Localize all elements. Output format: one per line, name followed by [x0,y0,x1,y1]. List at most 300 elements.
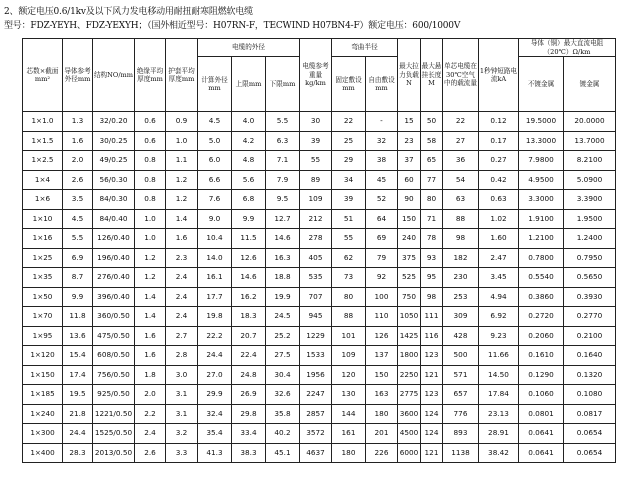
cell-structure: 56/0.30 [93,170,135,190]
cell-free-lay: 45 [366,170,398,190]
cell-insulation-thickness: 0.6 [135,131,166,151]
cell-sheath-thickness: 0.9 [166,112,198,132]
cell-tinned-copper: 0.7950 [564,248,616,268]
cell-calc-od: 9.0 [198,209,232,229]
cell-calc-od: 24.4 [198,346,232,366]
cell-insulation-thickness: 0.8 [135,190,166,210]
cell-structure: 925/0.50 [93,385,135,405]
col-max-tension: 最大拉力负载N [398,39,421,112]
cell-max-tension: 375 [398,248,421,268]
cell-free-lay: 201 [366,424,398,444]
cell-max-tension: 60 [398,170,421,190]
cell-lower-limit: 40.2 [266,424,300,444]
cell-fixed-lay: 130 [332,385,366,405]
cell-free-lay: - [366,112,398,132]
cell-tinned-copper: 1.2400 [564,229,616,249]
cell-calc-od: 41.3 [198,443,232,463]
cell-spec: 1×120 [23,346,63,366]
cell-free-lay: 92 [366,268,398,288]
table-row [23,209,616,229]
cell-lower-limit: 9.5 [266,190,300,210]
cell-tinned-copper: 0.1320 [564,365,616,385]
cell-spec: 1×1.5 [23,131,63,151]
cell-sheath-thickness: 1.1 [166,151,198,171]
cell-free-lay: 110 [366,307,398,327]
cell-short-circuit: 6.92 [479,307,519,327]
cell-short-circuit: 0.27 [479,151,519,171]
cell-max-hang-length: 80 [421,190,443,210]
cell-free-lay: 64 [366,209,398,229]
cell-tinned-copper: 0.1080 [564,385,616,405]
cell-max-tension: 2250 [398,365,421,385]
group-conductor-resistance: 导体（铜）最大直流电阻（20℃）Ω/km [519,39,616,57]
cell-current-capacity: 776 [443,404,479,424]
cell-sheath-thickness: 1.2 [166,170,198,190]
cell-sheath-thickness: 3.1 [166,404,198,424]
cell-max-tension: 1050 [398,307,421,327]
cell-free-lay: 150 [366,365,398,385]
cell-short-circuit: 14.50 [479,365,519,385]
cell-conductor-od: 5.5 [63,229,93,249]
cell-conductor-od: 1.3 [63,112,93,132]
cell-bare-copper: 0.7800 [519,248,564,268]
cell-upper-limit: 16.2 [232,287,266,307]
cell-fixed-lay: 180 [332,443,366,463]
cell-upper-limit: 9.9 [232,209,266,229]
cell-fixed-lay: 39 [332,190,366,210]
cell-structure: 475/0.50 [93,326,135,346]
cell-structure: 756/0.50 [93,365,135,385]
cell-short-circuit: 1.60 [479,229,519,249]
cell-weight: 109 [300,190,332,210]
cell-conductor-od: 17.4 [63,365,93,385]
cell-bare-copper: 0.1610 [519,346,564,366]
cell-tinned-copper: 0.5650 [564,268,616,288]
cell-bare-copper: 0.5540 [519,268,564,288]
cell-current-capacity: 571 [443,365,479,385]
cell-upper-limit: 4.2 [232,131,266,151]
cell-tinned-copper: 0.3930 [564,287,616,307]
cell-max-hang-length: 93 [421,248,443,268]
cell-max-hang-length: 124 [421,404,443,424]
col-calc-od: 计算外径mm [198,57,232,112]
table-row [23,443,616,463]
cell-current-capacity: 54 [443,170,479,190]
cell-max-tension: 240 [398,229,421,249]
cell-spec: 1×240 [23,404,63,424]
cell-upper-limit: 22.4 [232,346,266,366]
cell-current-capacity: 309 [443,307,479,327]
table-row [23,170,616,190]
cell-tinned-copper: 20.0000 [564,112,616,132]
cell-upper-limit: 6.8 [232,190,266,210]
cell-calc-od: 17.7 [198,287,232,307]
spec-table-body [23,112,616,463]
cell-tinned-copper: 8.2100 [564,151,616,171]
col-upper-limit: 上限mm [232,57,266,112]
cell-current-capacity: 1138 [443,443,479,463]
cell-bare-copper: 0.0641 [519,443,564,463]
cell-short-circuit: 0.17 [479,131,519,151]
cell-upper-limit: 14.6 [232,268,266,288]
cell-spec: 1×6 [23,190,63,210]
cell-calc-od: 14.0 [198,248,232,268]
cell-insulation-thickness: 0.8 [135,170,166,190]
cell-max-tension: 1425 [398,326,421,346]
cell-conductor-od: 19.5 [63,385,93,405]
cell-conductor-od: 24.4 [63,424,93,444]
cell-sheath-thickness: 3.0 [166,365,198,385]
cell-insulation-thickness: 1.2 [135,268,166,288]
col-max-hang-length: 最大悬挂长度M [421,39,443,112]
cell-weight: 4637 [300,443,332,463]
cell-insulation-thickness: 1.6 [135,326,166,346]
cell-short-circuit: 0.12 [479,112,519,132]
cell-sheath-thickness: 2.4 [166,268,198,288]
cell-weight: 1229 [300,326,332,346]
cell-conductor-od: 13.6 [63,326,93,346]
cell-current-capacity: 253 [443,287,479,307]
cell-sheath-thickness: 1.0 [166,131,198,151]
cell-short-circuit: 3.45 [479,268,519,288]
cell-max-hang-length: 71 [421,209,443,229]
cell-calc-od: 19.8 [198,307,232,327]
cell-conductor-od: 3.5 [63,190,93,210]
cell-spec: 1×70 [23,307,63,327]
cell-tinned-copper: 0.2770 [564,307,616,327]
cell-current-capacity: 98 [443,229,479,249]
cell-calc-od: 7.6 [198,190,232,210]
cell-lower-limit: 35.8 [266,404,300,424]
cell-max-tension: 4500 [398,424,421,444]
cell-spec: 1×150 [23,365,63,385]
cell-structure: 30/0.25 [93,131,135,151]
cell-structure: 276/0.40 [93,268,135,288]
table-row [23,307,616,327]
cell-spec: 1×400 [23,443,63,463]
cell-max-hang-length: 123 [421,385,443,405]
cell-max-tension: 90 [398,190,421,210]
cell-bare-copper: 19.5000 [519,112,564,132]
cell-upper-limit: 12.6 [232,248,266,268]
col-conductor-od: 导体参考外径mm [63,39,93,112]
table-row [23,326,616,346]
cell-structure: 84/0.40 [93,209,135,229]
cell-sheath-thickness: 3.2 [166,424,198,444]
cell-structure: 1221/0.50 [93,404,135,424]
cell-tinned-copper: 0.0817 [564,404,616,424]
table-row [23,404,616,424]
cell-max-hang-length: 50 [421,112,443,132]
table-row [23,385,616,405]
model-line: 型号：FDZ-YEYH、FDZ-YEXYH；（国外相近型号：H07RN-F，TECWIND H07BN4-F）额定电压：600/1000V [4,21,461,31]
cell-bare-copper: 4.9500 [519,170,564,190]
cell-structure: 1525/0.50 [93,424,135,444]
cell-tinned-copper: 0.2100 [564,326,616,346]
cell-max-tension: 6000 [398,443,421,463]
cell-current-capacity: 428 [443,326,479,346]
cell-weight: 89 [300,170,332,190]
cell-sheath-thickness: 1.6 [166,229,198,249]
spec-table [22,38,616,463]
cell-free-lay: 38 [366,151,398,171]
cell-insulation-thickness: 0.6 [135,112,166,132]
cell-lower-limit: 5.5 [266,112,300,132]
cell-insulation-thickness: 2.4 [135,424,166,444]
cell-fixed-lay: 25 [332,131,366,151]
cell-lower-limit: 12.7 [266,209,300,229]
cell-free-lay: 180 [366,404,398,424]
cell-lower-limit: 27.5 [266,346,300,366]
cell-weight: 405 [300,248,332,268]
cell-fixed-lay: 22 [332,112,366,132]
cell-bare-copper: 0.0641 [519,424,564,444]
cell-fixed-lay: 62 [332,248,366,268]
cell-insulation-thickness: 1.6 [135,346,166,366]
table-row [23,112,616,132]
cell-upper-limit: 33.4 [232,424,266,444]
cell-free-lay: 69 [366,229,398,249]
cell-weight: 30 [300,112,332,132]
cell-spec: 1×10 [23,209,63,229]
group-bend-radius: 弯曲半径 [332,39,398,57]
cell-max-hang-length: 95 [421,268,443,288]
cell-spec: 1×25 [23,248,63,268]
table-row [23,151,616,171]
cell-weight: 1956 [300,365,332,385]
cell-conductor-od: 2.6 [63,170,93,190]
col-current-capacity: 单芯电缆在30℃空气中的载流量 [443,39,479,112]
col-free-lay: 自由敷设mm [366,57,398,112]
col-short-circuit: 1秒钟短路电流kA [479,39,519,112]
table-row [23,248,616,268]
cell-current-capacity: 36 [443,151,479,171]
cell-structure: 49/0.25 [93,151,135,171]
cell-sheath-thickness: 2.4 [166,307,198,327]
cell-spec: 1×16 [23,229,63,249]
cell-calc-od: 10.4 [198,229,232,249]
cell-free-lay: 226 [366,443,398,463]
cell-lower-limit: 24.5 [266,307,300,327]
cell-short-circuit: 11.66 [479,346,519,366]
cell-insulation-thickness: 1.0 [135,229,166,249]
cell-weight: 2247 [300,385,332,405]
cell-structure: 126/0.40 [93,229,135,249]
cell-spec: 1×4 [23,170,63,190]
cell-calc-od: 29.9 [198,385,232,405]
col-insulation-thickness: 绝缘平均厚度mm [135,39,166,112]
cell-free-lay: 163 [366,385,398,405]
cell-spec: 1×300 [23,424,63,444]
cell-short-circuit: 9.23 [479,326,519,346]
cell-insulation-thickness: 2.2 [135,404,166,424]
cell-calc-od: 27.0 [198,365,232,385]
cell-conductor-od: 9.9 [63,287,93,307]
cell-max-hang-length: 98 [421,287,443,307]
cell-current-capacity: 657 [443,385,479,405]
cell-tinned-copper: 0.1640 [564,346,616,366]
cell-max-tension: 2775 [398,385,421,405]
cell-structure: 396/0.40 [93,287,135,307]
col-bare-copper: 不镀金属 [519,57,564,112]
cell-calc-od: 16.1 [198,268,232,288]
cell-structure: 608/0.50 [93,346,135,366]
cell-calc-od: 5.0 [198,131,232,151]
cell-sheath-thickness: 3.1 [166,385,198,405]
cell-lower-limit: 7.9 [266,170,300,190]
cell-max-hang-length: 65 [421,151,443,171]
table-row [23,346,616,366]
cell-tinned-copper: 3.3900 [564,190,616,210]
cell-lower-limit: 6.3 [266,131,300,151]
cell-upper-limit: 29.8 [232,404,266,424]
cell-upper-limit: 11.5 [232,229,266,249]
cell-fixed-lay: 73 [332,268,366,288]
cell-bare-copper: 0.1290 [519,365,564,385]
cell-structure: 84/0.30 [93,190,135,210]
cell-tinned-copper: 0.0654 [564,424,616,444]
cell-structure: 360/0.50 [93,307,135,327]
cell-calc-od: 22.2 [198,326,232,346]
cell-weight: 707 [300,287,332,307]
cell-upper-limit: 4.0 [232,112,266,132]
cell-max-hang-length: 78 [421,229,443,249]
cell-bare-copper: 0.3860 [519,287,564,307]
cell-upper-limit: 4.8 [232,151,266,171]
cell-max-tension: 1800 [398,346,421,366]
col-lower-limit: 下限mm [266,57,300,112]
cell-conductor-od: 1.6 [63,131,93,151]
cell-current-capacity: 500 [443,346,479,366]
cell-free-lay: 100 [366,287,398,307]
cell-bare-copper: 0.2720 [519,307,564,327]
cell-current-capacity: 27 [443,131,479,151]
cell-sheath-thickness: 2.7 [166,326,198,346]
cell-insulation-thickness: 0.8 [135,151,166,171]
cell-max-tension: 15 [398,112,421,132]
cell-conductor-od: 2.0 [63,151,93,171]
cell-spec: 1×95 [23,326,63,346]
table-row [23,190,616,210]
cell-conductor-od: 11.8 [63,307,93,327]
cell-lower-limit: 32.6 [266,385,300,405]
cell-upper-limit: 5.6 [232,170,266,190]
cell-current-capacity: 893 [443,424,479,444]
cell-tinned-copper: 13.7000 [564,131,616,151]
cell-max-hang-length: 124 [421,424,443,444]
cell-lower-limit: 19.9 [266,287,300,307]
cell-fixed-lay: 101 [332,326,366,346]
cell-insulation-thickness: 1.0 [135,209,166,229]
cell-current-capacity: 22 [443,112,479,132]
cell-structure: 196/0.40 [93,248,135,268]
cell-weight: 535 [300,268,332,288]
cell-calc-od: 4.5 [198,112,232,132]
cell-current-capacity: 230 [443,268,479,288]
cell-short-circuit: 2.47 [479,248,519,268]
cell-upper-limit: 20.7 [232,326,266,346]
cell-current-capacity: 182 [443,248,479,268]
cell-max-hang-length: 58 [421,131,443,151]
cell-fixed-lay: 80 [332,287,366,307]
cell-short-circuit: 4.94 [479,287,519,307]
cell-conductor-od: 28.3 [63,443,93,463]
group-outer-diameter: 电缆的外径 [198,39,300,57]
col-fixed-lay: 固定敷设mm [332,57,366,112]
table-row [23,268,616,288]
cell-bare-copper: 1.9100 [519,209,564,229]
cell-spec: 1×35 [23,268,63,288]
cell-free-lay: 137 [366,346,398,366]
cell-fixed-lay: 120 [332,365,366,385]
cell-upper-limit: 38.3 [232,443,266,463]
cell-free-lay: 126 [366,326,398,346]
cell-insulation-thickness: 1.8 [135,365,166,385]
cell-fixed-lay: 34 [332,170,366,190]
cell-sheath-thickness: 2.8 [166,346,198,366]
cell-bare-copper: 7.9800 [519,151,564,171]
cell-bare-copper: 1.2100 [519,229,564,249]
cell-spec: 1×2.5 [23,151,63,171]
cell-short-circuit: 0.42 [479,170,519,190]
cell-insulation-thickness: 1.2 [135,248,166,268]
table-row [23,365,616,385]
cell-bare-copper: 13.3000 [519,131,564,151]
cell-calc-od: 35.4 [198,424,232,444]
cell-conductor-od: 4.5 [63,209,93,229]
cell-sheath-thickness: 2.3 [166,248,198,268]
cell-fixed-lay: 144 [332,404,366,424]
cell-max-tension: 750 [398,287,421,307]
cell-fixed-lay: 88 [332,307,366,327]
table-row [23,131,616,151]
cell-weight: 212 [300,209,332,229]
cell-weight: 278 [300,229,332,249]
cell-max-hang-length: 77 [421,170,443,190]
cell-insulation-thickness: 1.4 [135,307,166,327]
cell-max-tension: 525 [398,268,421,288]
cell-spec: 1×1.0 [23,112,63,132]
cell-lower-limit: 7.1 [266,151,300,171]
cell-max-tension: 37 [398,151,421,171]
cell-lower-limit: 25.2 [266,326,300,346]
cell-conductor-od: 6.9 [63,248,93,268]
cell-fixed-lay: 161 [332,424,366,444]
cell-spec: 1×50 [23,287,63,307]
cell-upper-limit: 18.3 [232,307,266,327]
cell-conductor-od: 21.8 [63,404,93,424]
cell-tinned-copper: 1.9500 [564,209,616,229]
cell-weight: 2857 [300,404,332,424]
col-weight: 电缆参考重量kg/km [300,39,332,112]
cell-insulation-thickness: 2.6 [135,443,166,463]
cell-upper-limit: 26.9 [232,385,266,405]
cell-insulation-thickness: 2.0 [135,385,166,405]
cell-max-tension: 3600 [398,404,421,424]
cell-sheath-thickness: 1.2 [166,190,198,210]
table-row [23,229,616,249]
cell-calc-od: 6.0 [198,151,232,171]
cell-tinned-copper: 5.0900 [564,170,616,190]
cell-structure: 32/0.20 [93,112,135,132]
cell-bare-copper: 0.0801 [519,404,564,424]
cell-bare-copper: 3.3000 [519,190,564,210]
cell-current-capacity: 63 [443,190,479,210]
cell-calc-od: 32.4 [198,404,232,424]
cell-short-circuit: 28.91 [479,424,519,444]
cell-lower-limit: 14.6 [266,229,300,249]
col-sheath-thickness: 护套平均厚度mm [166,39,198,112]
